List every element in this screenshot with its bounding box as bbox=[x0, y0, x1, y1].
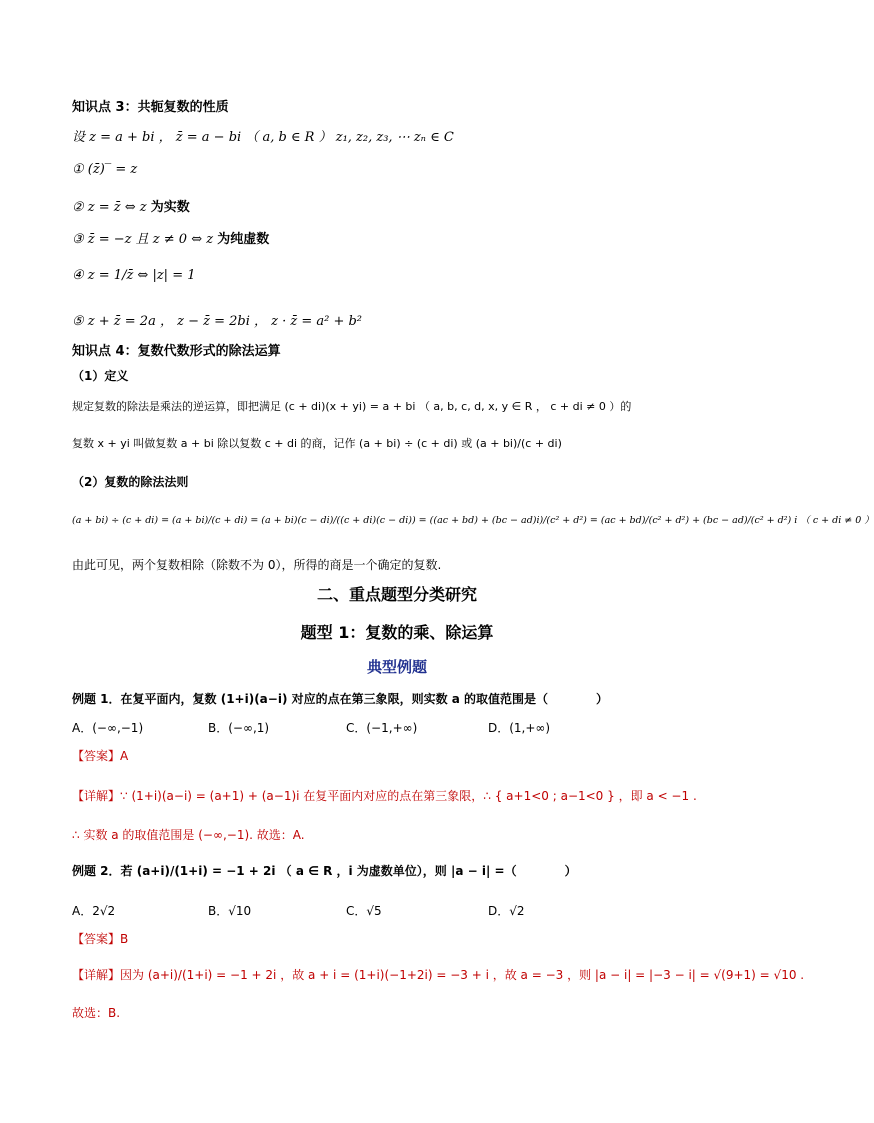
kp3-property-5: ⑤ z + z̄ = 2a ， z − z̄ = 2bi ， z · z̄ = a² + b² bbox=[72, 314, 363, 329]
kp4-rule-formula: (a + bi) ÷ (c + di) = (a + bi)/(c + di) = (a + bi)(c − di)/((c + di)(c − di)) = ((ac + bd) + (bc − ad)i)/(c² + d²) = (ac + bd)/(c² + d²) + (bc − ad)/(c² + d²) i （ c + di ≠ 0 ） bbox=[72, 515, 874, 526]
example2-option-a: A．2√2 bbox=[72, 904, 116, 918]
example2-detail-body: 因为 (a+i)/(1+i) = −1 + 2i ，故 a + i = (1+i)(−1+2i) = −3 + i ，故 a = −3 ，则 |a − i| = |−3 − i| = √(9+1) = √10 . bbox=[120, 968, 805, 982]
example2-option-c: C．√5 bbox=[346, 904, 382, 918]
section-heading: 二、重点题型分类研究 bbox=[316, 585, 477, 604]
kp3-p3-text: 为纯虚数 bbox=[217, 232, 270, 247]
example2-question: 例题 2．若 (a+i)/(1+i) = −1 + 2i （ a ∈ R ，i 为虚数单位），则 |a − i| =（ ） bbox=[72, 864, 577, 878]
kp3-property-2 bbox=[72, 196, 190, 215]
type-heading: 题型 1：复数的乘、除运算 bbox=[300, 623, 494, 642]
example2-option-b: B．√10 bbox=[208, 904, 252, 918]
kp4-definition-line1: 规定复数的除法是乘法的逆运算，即把满足 (c + di)(x + yi) = a + bi （ a, b, c, d, x, y ∈ R ， c + di ≠ 0 ）的 bbox=[72, 400, 632, 413]
kp3-title: 知识点 3：共轭复数的性质 bbox=[72, 100, 229, 115]
example1-option-d: D．(1,+∞) bbox=[488, 721, 551, 735]
kp4-title: 知识点 4：复数代数形式的除法运算 bbox=[72, 344, 281, 359]
kp3-property-3 bbox=[72, 228, 269, 247]
example1-question: 例题 1．在复平面内，复数 (1+i)(a−i) 对应的点在第三象限，则实数 a 的取值范围是（ ） bbox=[72, 692, 609, 706]
examples-heading: 典型例题 bbox=[366, 658, 427, 676]
example1-conclusion: ∴ 实数 a 的取值范围是 (−∞,−1). 故选：A. bbox=[72, 828, 305, 842]
kp3-p2-text: 为实数 bbox=[150, 200, 190, 215]
kp3-property-1: ① (z̄)‾ = z bbox=[72, 162, 138, 177]
kp4-rule-title: （2）复数的除法法则 bbox=[72, 475, 189, 489]
example1-answer: 【答案】A bbox=[72, 749, 129, 763]
example2-answer: 【答案】B bbox=[72, 932, 129, 946]
example1-option-b: B．(−∞,1) bbox=[208, 721, 270, 735]
kp3-p2-formula: ② z = z̄ ⇔ z bbox=[72, 200, 151, 215]
example1-detail-tag: 【详解】 bbox=[72, 789, 121, 803]
kp3-p3-formula: ③ z̄ = −z 且 z ≠ 0 ⇔ z bbox=[72, 232, 218, 247]
example2-detail-tag: 【详解】 bbox=[72, 968, 121, 982]
example1-detail bbox=[72, 787, 732, 804]
example1-option-c: C．(−1,+∞) bbox=[346, 721, 418, 735]
kp3-setup: 设 z = a + bi ， z̄ = a − bi （ a, b ∈ R ） z₁, z₂, z₃, ⋯ zₙ ∈ C bbox=[72, 130, 454, 145]
kp4-definition-line2: 复数 x + yi 叫做复数 a + bi 除以复数 c + di 的商，记作 (a + bi) ÷ (c + di) 或 (a + bi)/(c + di) bbox=[72, 437, 562, 450]
kp4-definition-title: （1）定义 bbox=[72, 369, 129, 383]
example2-option-d: D．√2 bbox=[488, 904, 525, 918]
kp4-conclusion: 由此可见，两个复数相除（除数不为 0），所得的商是一个确定的复数. bbox=[72, 558, 442, 572]
example1-option-a: A．(−∞,−1) bbox=[72, 721, 144, 735]
kp3-property-4: ④ z = 1/z̄ ⇔ |z| = 1 bbox=[72, 268, 196, 283]
example1-detail-body: ∵ (1+i)(a−i) = (a+1) + (a−1)i 在复平面内对应的点在第三象限，∴ { a+1<0 ; a−1<0 } ，即 a < −1 . bbox=[120, 789, 697, 803]
example2-conclusion: 故选：B. bbox=[72, 1006, 121, 1020]
example2-detail bbox=[72, 966, 805, 983]
